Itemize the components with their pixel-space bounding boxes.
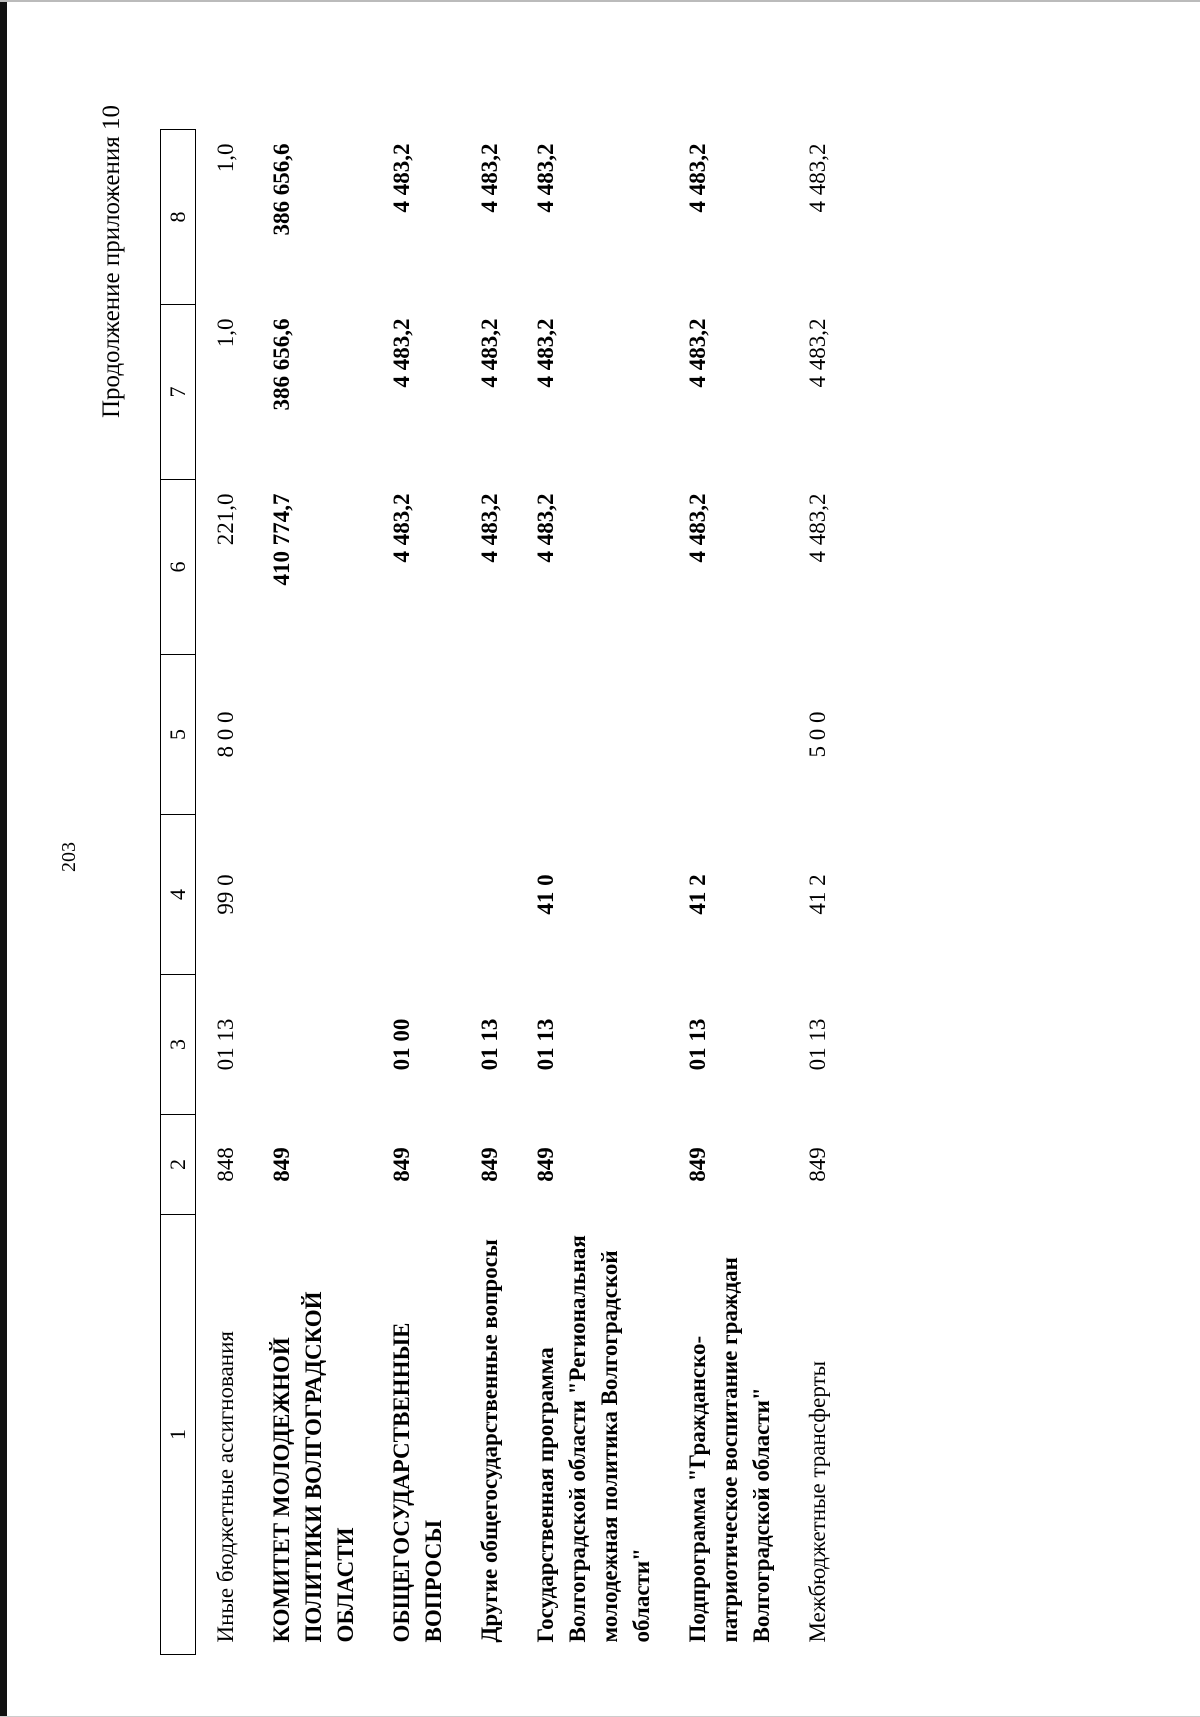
column-header: 1 xyxy=(161,1215,196,1655)
column-header: 6 xyxy=(161,480,196,655)
budget-table xyxy=(160,129,834,1655)
row-name: Межбюджетные трансферты xyxy=(805,1360,830,1643)
cell-amount: 1,0 xyxy=(213,318,238,348)
cell-section: 01 13 xyxy=(477,1018,502,1071)
cell-program: 41 0 xyxy=(533,874,558,915)
cell-program: 41 2 xyxy=(805,874,830,915)
cell-amount: 4 483,2 xyxy=(685,143,710,213)
column-header: 3 xyxy=(161,975,196,1115)
cell-amount: 1,0 xyxy=(213,143,238,173)
cell-program: 99 0 xyxy=(213,874,238,915)
column-header: 5 xyxy=(161,655,196,815)
column-header: 2 xyxy=(161,1115,196,1215)
cell-amount: 410 774,7 xyxy=(269,493,294,586)
cell-type: 5 0 0 xyxy=(805,711,830,758)
cell-amount: 4 483,2 xyxy=(389,143,414,213)
cell-type xyxy=(450,655,506,815)
cell-amount: 386 656,6 xyxy=(269,318,294,411)
cell-amount: 4 483,2 xyxy=(477,493,502,563)
cell-amount: 4 483,2 xyxy=(685,493,710,563)
table-row xyxy=(778,130,834,1655)
cell-code: 849 xyxy=(269,1147,294,1182)
cell-amount: 4 483,2 xyxy=(685,318,710,388)
cell-code: 849 xyxy=(685,1147,710,1182)
row-name: Государственная программа Волгоградской области "Региональная молодежная политика Волгоградской области" xyxy=(533,1235,654,1643)
cell-amount: 4 483,2 xyxy=(389,493,414,563)
row-name: Другие общегосударственные вопросы xyxy=(477,1239,502,1643)
cell-amount: 4 483,2 xyxy=(389,318,414,388)
column-header: 4 xyxy=(161,815,196,975)
table-row xyxy=(506,130,658,1655)
cell-type xyxy=(506,655,658,815)
cell-section: 01 13 xyxy=(533,1018,558,1071)
cell-section: 01 00 xyxy=(389,1018,414,1071)
row-name: Иные бюджетные ассигнования xyxy=(213,1331,238,1643)
cell-program xyxy=(242,815,362,975)
cell-type xyxy=(242,655,362,815)
cell-code: 848 xyxy=(213,1147,238,1182)
page-number: 203 xyxy=(58,842,80,872)
column-header: 8 xyxy=(161,130,196,305)
cell-program: 41 2 xyxy=(685,874,710,915)
table-row xyxy=(450,130,506,1655)
cell-section: 01 13 xyxy=(213,1018,238,1071)
cell-code: 849 xyxy=(805,1147,830,1182)
row-name: КОМИТЕТ МОЛОДЕЖНОЙ ПОЛИТИКИ ВОЛГОГРАДСКОЙ ОБЛАСТИ xyxy=(269,1291,358,1643)
cell-amount: 4 483,2 xyxy=(805,493,830,563)
cell-type: 8 0 0 xyxy=(213,711,238,758)
cell-type xyxy=(362,655,450,815)
table-row xyxy=(658,130,778,1655)
column-header: 7 xyxy=(161,305,196,480)
cell-code: 849 xyxy=(477,1147,502,1182)
continuation-title: Продолжение приложения 10 xyxy=(98,105,125,419)
row-name: ОБЩЕГОСУДАРСТВЕННЫЕ ВОПРОСЫ xyxy=(389,1322,446,1643)
table-row xyxy=(362,130,450,1655)
cell-amount: 4 483,2 xyxy=(805,143,830,213)
cell-amount: 4 483,2 xyxy=(533,318,558,388)
cell-amount: 4 483,2 xyxy=(477,143,502,213)
cell-section: 01 13 xyxy=(805,1018,830,1071)
cell-amount: 4 483,2 xyxy=(805,318,830,388)
table-row xyxy=(196,130,243,1655)
cell-program xyxy=(362,815,450,975)
cell-amount: 4 483,2 xyxy=(533,143,558,213)
row-name: Подпрограмма "Гражданско-патриотическое воспитание граждан Волгоградской области" xyxy=(685,1257,774,1643)
cell-code: 849 xyxy=(389,1147,414,1182)
cell-amount: 386 656,6 xyxy=(269,143,294,236)
table-row xyxy=(242,130,362,1655)
cell-program xyxy=(450,815,506,975)
cell-code: 849 xyxy=(533,1147,558,1182)
cell-amount: 221,0 xyxy=(213,493,238,546)
table-header-row xyxy=(161,130,196,1655)
cell-type xyxy=(658,655,778,815)
cell-amount: 4 483,2 xyxy=(477,318,502,388)
cell-amount: 4 483,2 xyxy=(533,493,558,563)
cell-section xyxy=(242,975,362,1115)
cell-section: 01 13 xyxy=(685,1018,710,1071)
